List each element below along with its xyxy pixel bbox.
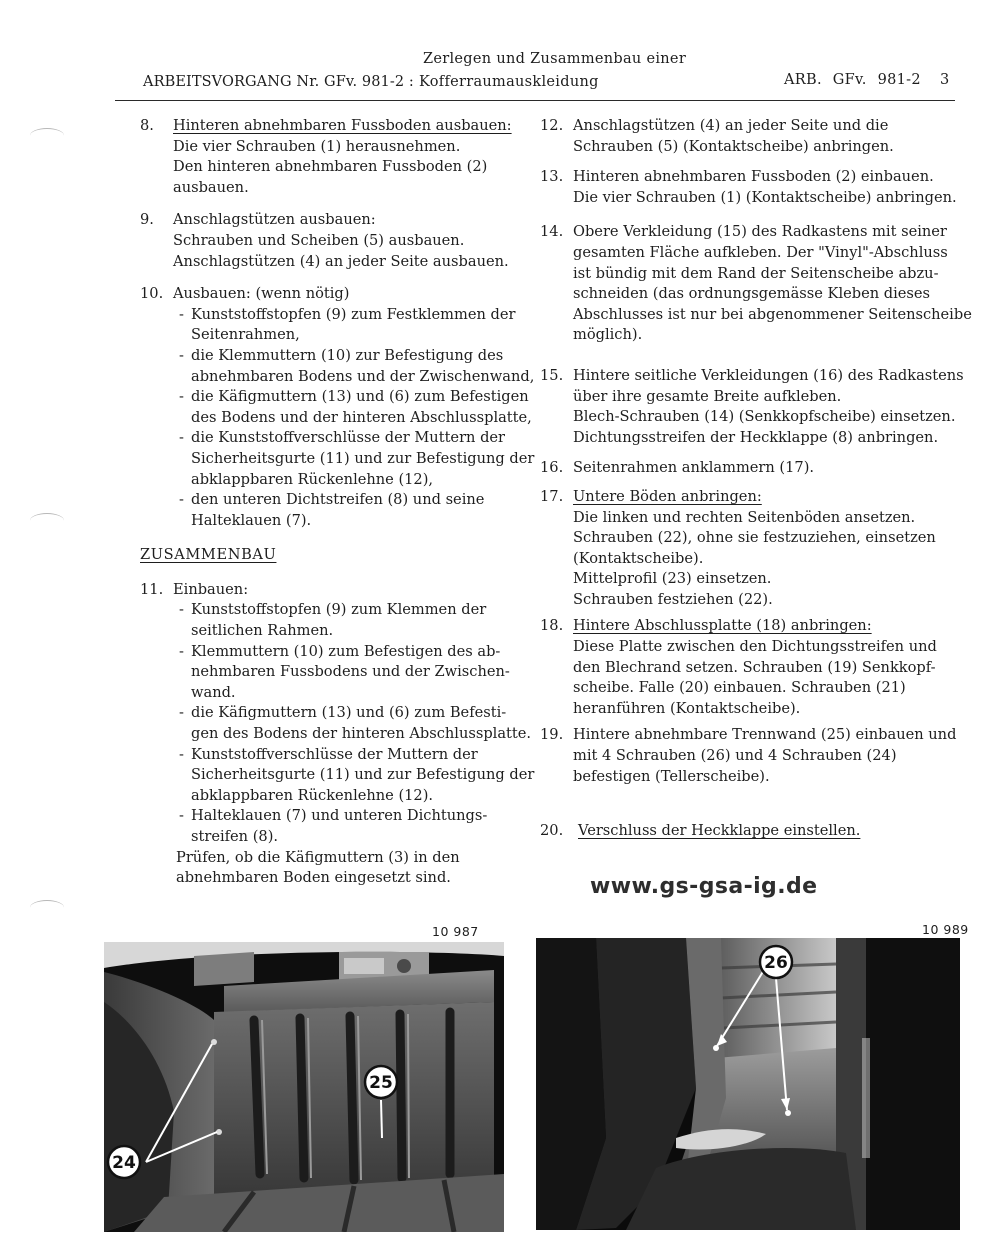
header-rule xyxy=(115,100,955,101)
step-line: Dichtungsstreifen der Heckklappe (8) anbringen. xyxy=(573,428,939,446)
step-line: gesamten Fläche aufkleben. Der "Vinyl"-Abschluss xyxy=(573,243,948,261)
step-line: Obere Verkleidung (15) des Radkastens mit seiner xyxy=(573,223,947,241)
step-title: Ausbauen: (wenn nötig) xyxy=(173,285,350,303)
website-watermark: www.gs-gsa-ig.de xyxy=(590,874,818,899)
step-line: Prüfen, ob die Käfigmuttern (3) in den xyxy=(176,848,460,866)
step-line: Schrauben (22), ohne sie festzuziehen, einsetzen xyxy=(573,529,936,547)
step-number: 18. xyxy=(540,617,564,635)
step-line: (Kontaktscheibe). xyxy=(573,549,704,567)
step-line: Seitenrahmen anklammern (17). xyxy=(573,459,815,477)
step-number: 20. xyxy=(540,822,564,840)
step-19 xyxy=(540,725,960,787)
step-title: Hintere Abschlussplatte (18) anbringen: xyxy=(573,617,872,635)
step-line: Schrauben und Scheiben (5) ausbauen. xyxy=(173,231,465,249)
callout-24: 24 xyxy=(112,1153,136,1173)
step-10 xyxy=(140,284,535,531)
right-column xyxy=(540,116,972,842)
photo-luggage-compartment-partition xyxy=(104,942,504,1232)
step-line: Schrauben (5) (Kontaktscheibe) anbringen. xyxy=(573,137,894,155)
list-item: - Kunststoffstopfen (9) zum Festklemmen der Seitenrahmen, xyxy=(173,305,510,346)
header-title-line1: Zerlegen und Zusammenbau einer xyxy=(423,51,687,67)
step-line: Die linken und rechten Seitenböden ansetzen. xyxy=(573,508,916,526)
step-number: 19. xyxy=(540,726,564,744)
step-line: scheibe. Falle (20) einbauen. Schrauben (21) xyxy=(573,679,906,697)
list-item: - die Klemmuttern (10) zur Befestigung des abnehmbaren Bodens und der Zwischenwand, xyxy=(173,346,510,387)
step-18 xyxy=(540,616,960,719)
page-header xyxy=(0,0,1000,110)
step-line: ausbauen. xyxy=(173,178,249,196)
step-title: Einbauen: xyxy=(173,580,249,598)
step-line: Hintere abnehmbare Trennwand (25) einbauen und xyxy=(573,726,957,744)
step-line: ist bündig mit dem Rand der Seitenscheibe abzu- xyxy=(573,264,939,282)
step-line: befestigen (Tellerscheibe). xyxy=(573,767,770,785)
step-number: 16. xyxy=(540,459,564,477)
step-line: schneiden (das ordnungsgemässe Kleben dieses xyxy=(573,285,931,303)
step-line: heranführen (Kontaktscheibe). xyxy=(573,699,801,717)
step-number: 17. xyxy=(540,487,564,505)
step-line: Mittelprofil (23) einsetzen. xyxy=(573,570,772,588)
step-line: den Blechrand setzen. Schrauben (19) Senkkopf- xyxy=(573,658,936,676)
photo-partition-screws xyxy=(536,938,960,1230)
step-line: Den hinteren abnehmbaren Fussboden (2) xyxy=(173,158,488,176)
step-title: Hinteren abnehmbaren Fussboden ausbauen: xyxy=(173,117,512,134)
step-line: Anschlagstützen (4) an jeder Seite ausbauen. xyxy=(173,252,509,270)
callout-26: 26 xyxy=(764,953,788,973)
list-item: - den unteren Dichtstreifen (8) und seine Halteklauen (7). xyxy=(173,490,510,531)
list-item: - Kunststoffstopfen (9) zum Klemmen der seitlichen Rahmen. xyxy=(173,600,510,641)
step-number: 8. xyxy=(140,117,154,134)
step-15 xyxy=(540,366,964,448)
step-number: 15. xyxy=(540,366,564,384)
step-line: Anschlagstützen (4) an jeder Seite und die xyxy=(573,117,889,134)
step-11 xyxy=(140,580,535,889)
step-number: 11. xyxy=(140,580,164,598)
list-item: - die Kunststoffverschlüsse der Muttern der Sicherheitsgurte (11) und zur Befestigung der abklappbaren Rückenlehne (12), xyxy=(173,428,510,490)
step-number: 12. xyxy=(540,117,564,134)
step-line: über ihre gesamte Breite aufkleben. xyxy=(573,387,842,405)
section-heading: ZUSAMMENBAU xyxy=(140,546,277,564)
step-line: Schrauben festziehen (22). xyxy=(573,590,773,608)
list-item: - Halteklauen (7) und unteren Dichtungs- streifen (8). xyxy=(173,806,510,847)
punch-mark xyxy=(30,128,64,143)
callout-25: 25 xyxy=(369,1073,393,1093)
figure-number-right: 10 989 xyxy=(922,922,969,937)
step-number: 9. xyxy=(140,211,154,229)
list-item: - Kunststoffverschlüsse der Muttern der Sicherheitsgurte (11) und zur Befestigung der abklappbaren Rückenlehne (12). xyxy=(173,745,510,807)
left-column xyxy=(140,116,535,889)
step-title: Anschlagstützen ausbauen: xyxy=(173,211,376,229)
step-number: 14. xyxy=(540,223,564,241)
step-line: Hinteren abnehmbaren Fussboden (2) einbauen. xyxy=(573,168,934,186)
figure-number-left: 10 987 xyxy=(432,924,479,939)
step-20 xyxy=(540,821,960,842)
step-8 xyxy=(140,116,510,198)
step-title: Untere Böden anbringen: xyxy=(573,487,762,505)
header-title-line2: Kofferraumauskleidung xyxy=(419,74,599,90)
step-number: 13. xyxy=(540,168,564,186)
list-item: - die Käfigmuttern (13) und (6) zum Befestigen des Bodens und der hinteren Abschlussplatte, xyxy=(173,387,510,428)
step-12 xyxy=(540,116,960,157)
step-number: 10. xyxy=(140,285,164,303)
step-line: Blech-Schrauben (14) (Senkkopfscheibe) einsetzen. xyxy=(573,408,956,426)
step-14 xyxy=(540,222,972,346)
step-line: Die vier Schrauben (1) (Kontaktscheibe) anbringen. xyxy=(573,188,957,206)
page-number: 3 xyxy=(940,72,950,88)
step-line: Diese Platte zwischen den Dichtungsstreifen und xyxy=(573,638,937,656)
step-line: Hintere seitliche Verkleidungen (16) des Radkastens xyxy=(573,366,964,384)
list-item: - Klemmuttern (10) zum Befestigen des ab- nehmbaren Fussbodens und der Zwischen- wand. xyxy=(173,642,510,704)
punch-mark xyxy=(30,900,64,915)
step-16 xyxy=(540,458,960,479)
step-9 xyxy=(140,210,510,272)
header-reference: ARB. GFv. 981-2 xyxy=(784,72,921,88)
punch-mark xyxy=(30,513,64,528)
step-line: mit 4 Schrauben (26) und 4 Schrauben (24) xyxy=(573,747,897,765)
list-item: - die Käfigmuttern (13) und (6) zum Befesti- gen des Bodens der hinteren Abschlussplatte. xyxy=(173,703,510,744)
step-line: Die vier Schrauben (1) herausnehmen. xyxy=(173,137,461,155)
step-line: möglich). xyxy=(573,326,643,344)
step-13 xyxy=(540,167,960,208)
step-17 xyxy=(540,487,960,611)
header-operation-number: ARBEITSVORGANG Nr. GFv. 981-2 : xyxy=(143,74,414,90)
step-line: abnehmbaren Boden eingesetzt sind. xyxy=(176,869,451,887)
step-line: Abschlusses ist nur bei abgenommener Seitenscheibe xyxy=(573,305,972,323)
step-title: Verschluss der Heckklappe einstellen. xyxy=(578,822,861,840)
